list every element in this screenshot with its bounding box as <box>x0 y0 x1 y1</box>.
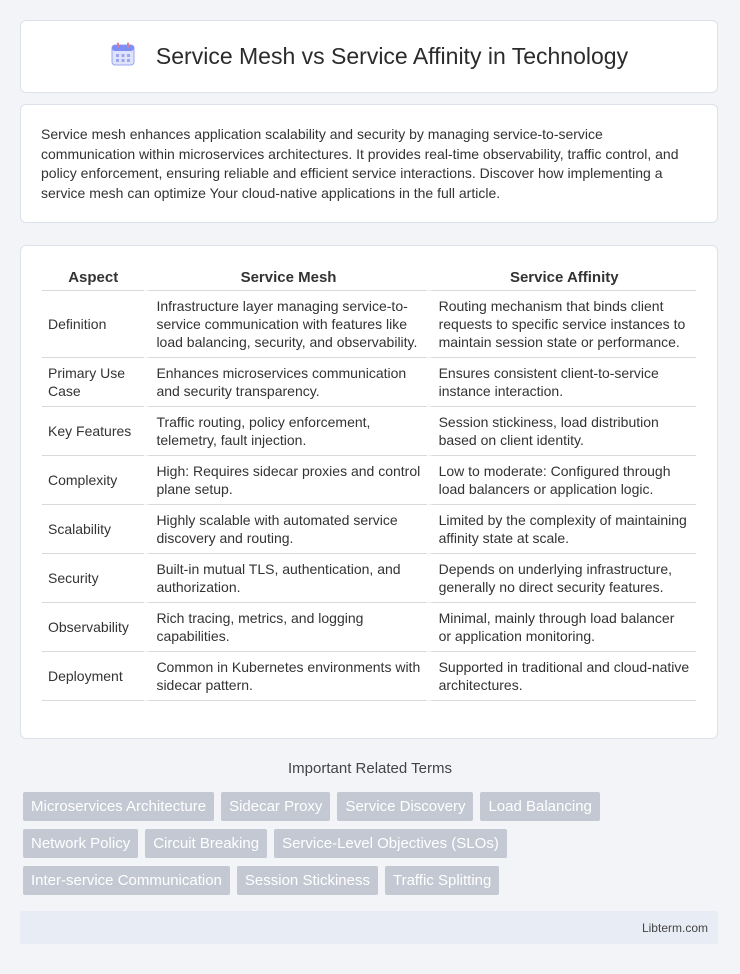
table-row <box>42 358 696 407</box>
aspect-cell: Key Features <box>42 407 144 456</box>
comparison-card <box>20 245 718 739</box>
table-header-row <box>42 266 696 291</box>
footer-site-link[interactable]: Libterm.com <box>641 920 708 935</box>
table-row <box>42 554 696 603</box>
page-title: Service Mesh vs Service Affinity in Technology <box>155 43 629 69</box>
footer <box>20 911 718 944</box>
header-card <box>20 20 718 93</box>
intro-text: Service mesh enhances application scalability and security by managing service-to-service communication within microservices architectures. It provides real-time observability, traffic control, and policy enforcement, ensuring reliable and efficient service interactions. Discover how implementing a service mesh can optimize Your cloud-native applications in the full article. <box>41 126 679 201</box>
tag-row <box>23 792 723 821</box>
mesh-cell: Enhances microservices communication and security transparency. <box>144 358 426 407</box>
header-aspect: Aspect <box>42 266 144 291</box>
related-terms-title: Important Related Terms <box>288 760 452 777</box>
tag-microservices-architecture[interactable]: Microservices Architecture <box>23 792 214 821</box>
affinity-cell: Low to moderate: Configured through load balancers or application logic. <box>427 456 696 505</box>
affinity-cell: Minimal, mainly through load balancer or application monitoring. <box>427 603 696 652</box>
table-row <box>42 291 696 358</box>
mesh-cell: Traffic routing, policy enforcement, telemetry, fault injection. <box>144 407 426 456</box>
table-row <box>42 505 696 554</box>
related-terms <box>23 792 723 903</box>
mesh-cell: Rich tracing, metrics, and logging capabilities. <box>144 603 426 652</box>
mesh-cell: Infrastructure layer managing service-to-service communication with features like load balancing, security, and observability. <box>144 291 426 358</box>
affinity-cell: Ensures consistent client-to-service instance interaction. <box>427 358 696 407</box>
mesh-cell: Common in Kubernetes environments with sidecar pattern. <box>144 652 426 701</box>
tag-service-level-objectives[interactable]: Service-Level Objectives (SLOs) <box>274 829 507 858</box>
tag-load-balancing[interactable]: Load Balancing <box>480 792 599 821</box>
affinity-cell: Routing mechanism that binds client requests to specific service instances to maintain session state or performance. <box>427 291 696 358</box>
affinity-cell: Supported in traditional and cloud-native architectures. <box>427 652 696 701</box>
tag-sidecar-proxy[interactable]: Sidecar Proxy <box>221 792 330 821</box>
header-service-affinity: Service Affinity <box>427 266 696 291</box>
mesh-cell: Built-in mutual TLS, authentication, and authorization. <box>144 554 426 603</box>
aspect-cell: Security <box>42 554 144 603</box>
table-row <box>42 407 696 456</box>
calendar-icon <box>110 41 136 72</box>
tag-circuit-breaking[interactable]: Circuit Breaking <box>145 829 267 858</box>
tag-inter-service-communication[interactable]: Inter-service Communication <box>23 866 230 895</box>
tag-row <box>23 866 723 895</box>
title-wrap <box>110 41 628 72</box>
tag-service-discovery[interactable]: Service Discovery <box>337 792 473 821</box>
tag-traffic-splitting[interactable]: Traffic Splitting <box>385 866 499 895</box>
aspect-cell: Primary Use Case <box>42 358 144 407</box>
affinity-cell: Session stickiness, load distribution based on client identity. <box>427 407 696 456</box>
header-service-mesh: Service Mesh <box>144 266 426 291</box>
mesh-cell: Highly scalable with automated service discovery and routing. <box>144 505 426 554</box>
aspect-cell: Definition <box>42 291 144 358</box>
tag-session-stickiness[interactable]: Session Stickiness <box>237 866 378 895</box>
comparison-table <box>42 266 696 701</box>
table-row <box>42 652 696 701</box>
aspect-cell: Complexity <box>42 456 144 505</box>
aspect-cell: Scalability <box>42 505 144 554</box>
affinity-cell: Depends on underlying infrastructure, generally no direct security features. <box>427 554 696 603</box>
table-row <box>42 456 696 505</box>
table-row <box>42 603 696 652</box>
tag-network-policy[interactable]: Network Policy <box>23 829 138 858</box>
aspect-cell: Observability <box>42 603 144 652</box>
intro-card <box>20 104 718 223</box>
aspect-cell: Deployment <box>42 652 144 701</box>
tag-row <box>23 829 723 858</box>
affinity-cell: Limited by the complexity of maintaining affinity state at scale. <box>427 505 696 554</box>
mesh-cell: High: Requires sidecar proxies and control plane setup. <box>144 456 426 505</box>
